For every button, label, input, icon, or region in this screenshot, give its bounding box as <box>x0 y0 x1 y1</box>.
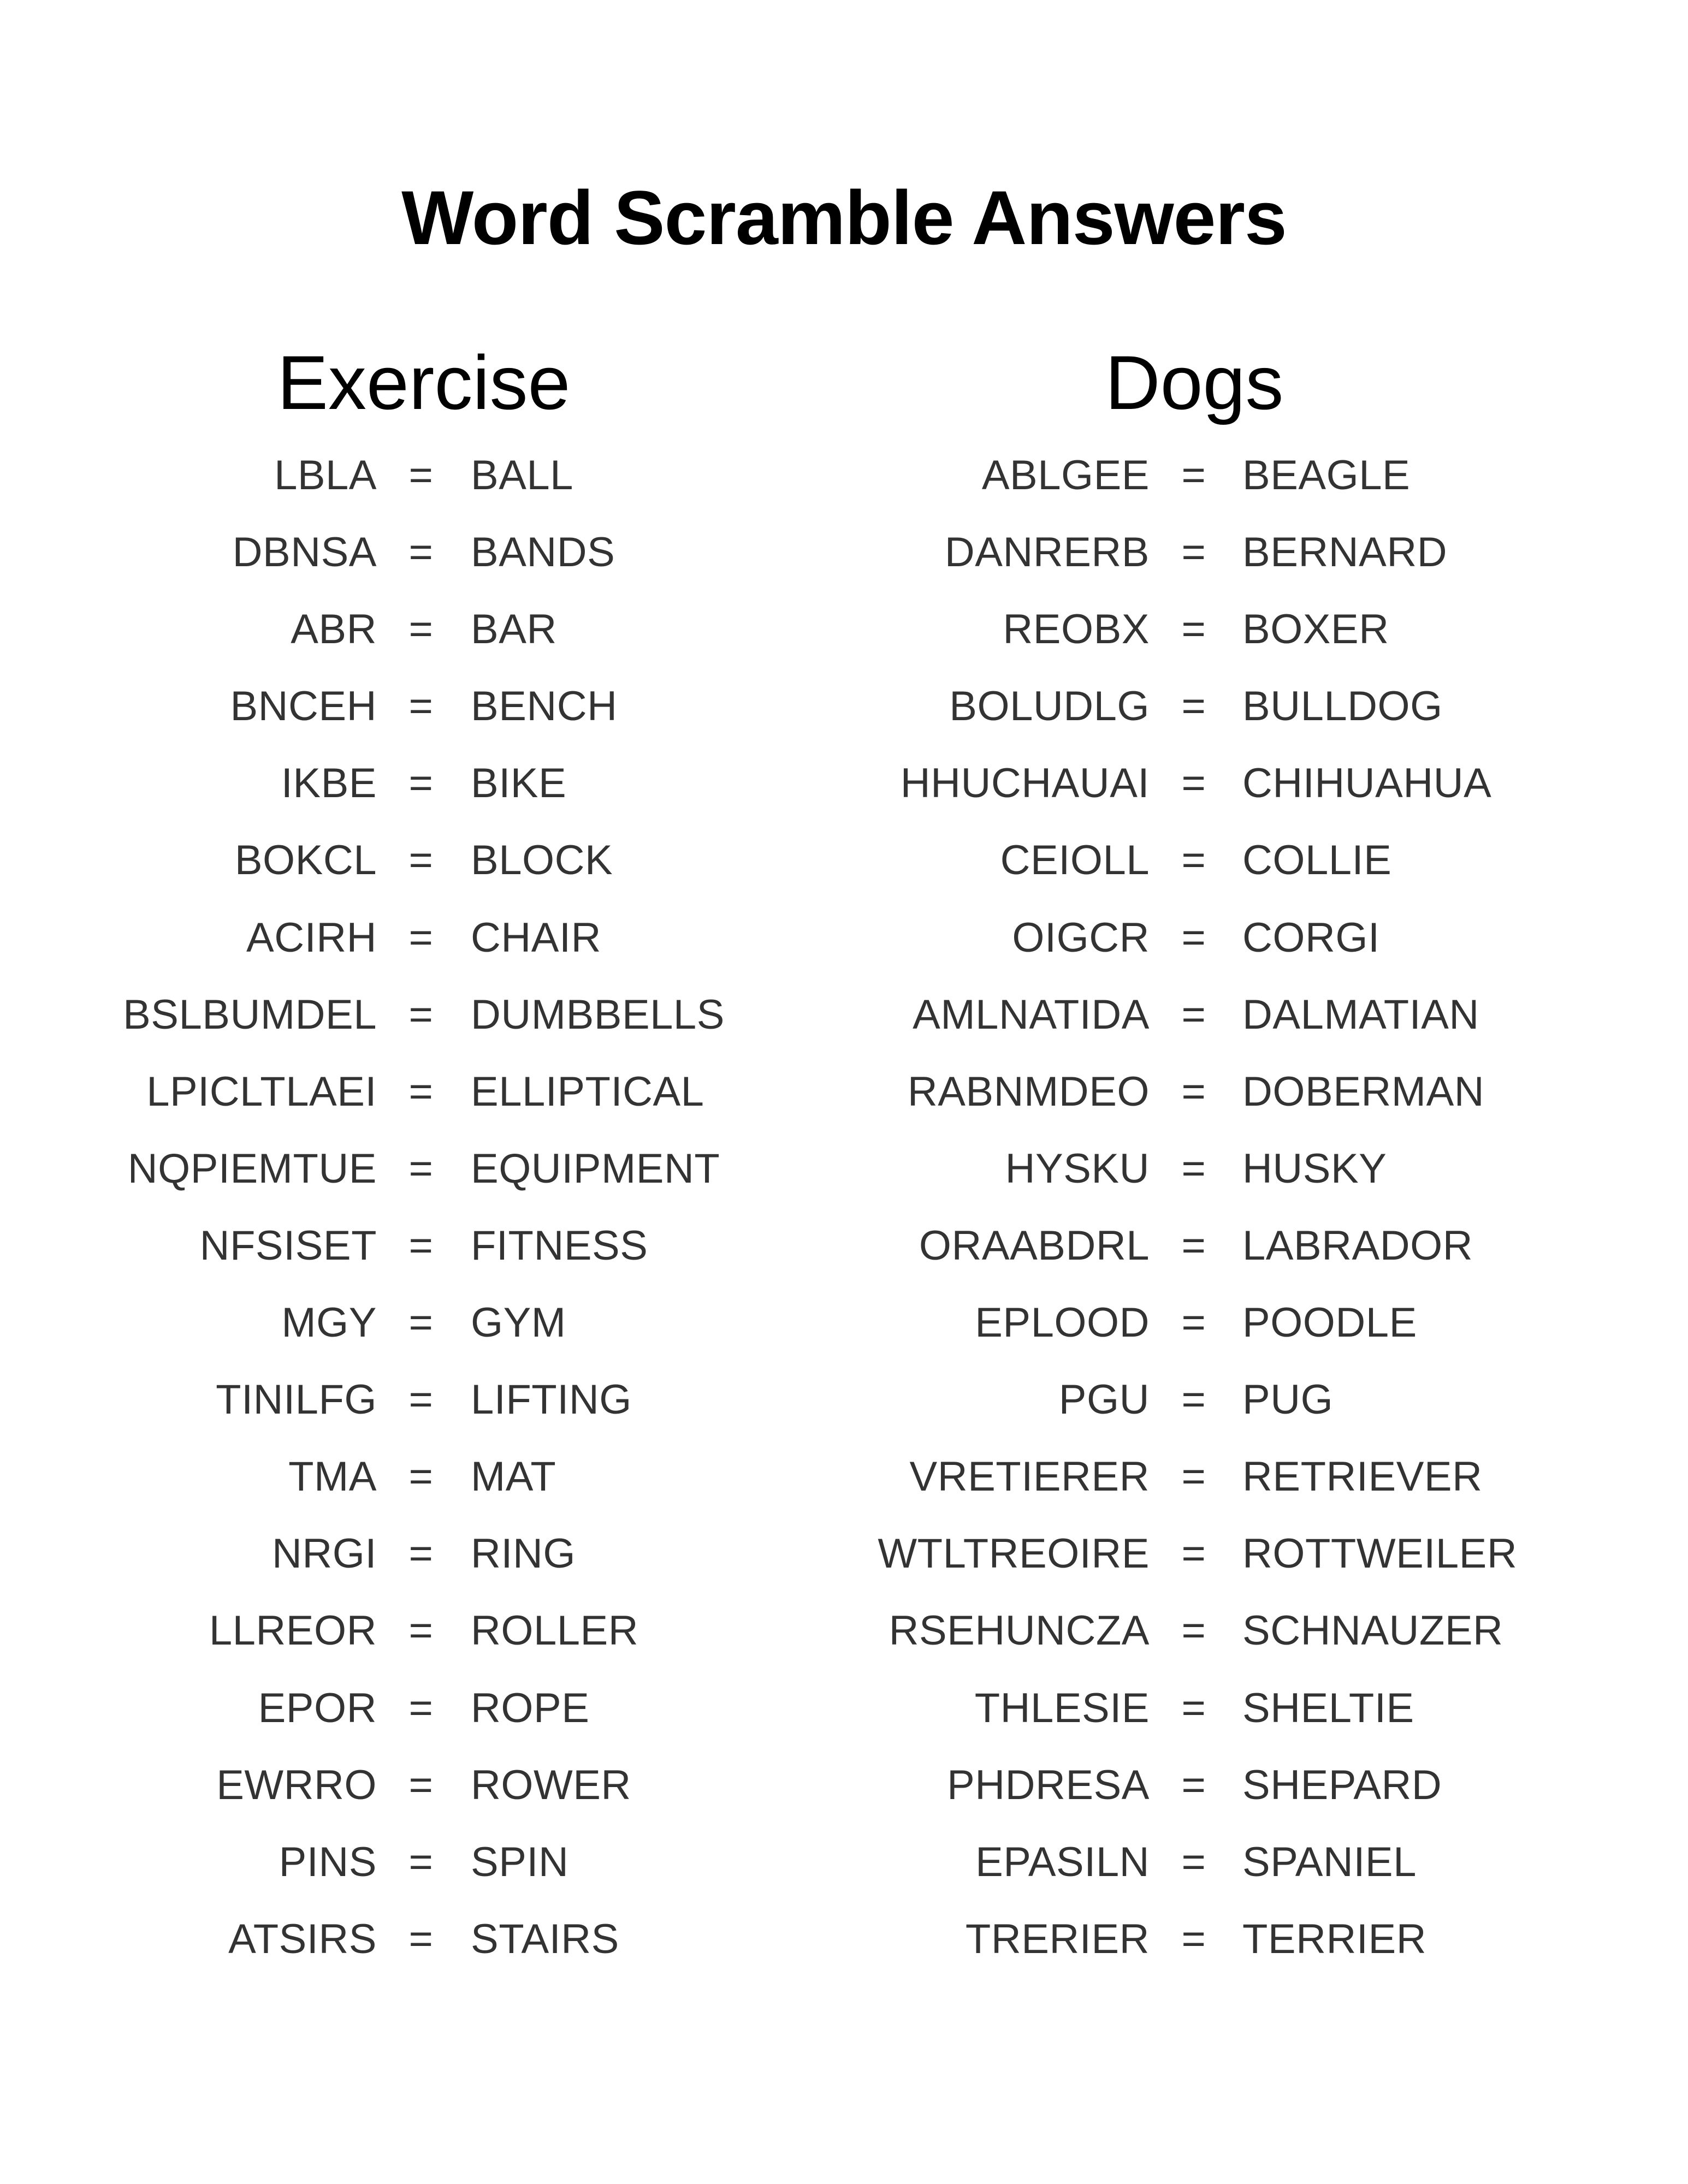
word-list-dogs <box>844 437 1688 1978</box>
answer-word: BALL <box>471 452 573 498</box>
equals-sign: = <box>408 1376 434 1423</box>
word-pair-row <box>844 1438 1688 1515</box>
word-pair-row <box>844 1592 1688 1669</box>
scrambled-word: WTLTREOIRE <box>878 1530 1150 1577</box>
word-pair-row <box>0 437 844 514</box>
word-pair-row <box>844 1747 1688 1824</box>
answer-word: MAT <box>471 1453 556 1500</box>
equals-sign: = <box>1181 1068 1206 1115</box>
word-pair-row <box>0 1515 844 1592</box>
word-pair-row <box>844 1207 1688 1284</box>
equals-sign: = <box>1181 1453 1206 1500</box>
equals-sign: = <box>408 1299 434 1346</box>
answer-word: CHAIR <box>471 914 601 961</box>
answer-word: RETRIEVER <box>1242 1453 1483 1500</box>
equals-sign: = <box>408 1530 434 1577</box>
equals-sign: = <box>408 529 434 576</box>
word-pair-row <box>0 668 844 745</box>
scrambled-word: NQPIEMTUE <box>127 1145 377 1192</box>
equals-sign: = <box>1181 914 1206 961</box>
scrambled-word: NRGI <box>272 1530 377 1577</box>
equals-sign: = <box>408 760 434 807</box>
scrambled-word: IKBE <box>281 760 377 807</box>
scrambled-word: HHUCHAUAI <box>900 760 1150 807</box>
equals-sign: = <box>1181 991 1206 1038</box>
equals-sign: = <box>1181 1915 1206 1962</box>
equals-sign: = <box>1181 760 1206 807</box>
answer-word: DUMBBELLS <box>471 991 725 1038</box>
equals-sign: = <box>408 1068 434 1115</box>
answer-word: ROWER <box>471 1761 631 1808</box>
word-pair-row <box>844 1284 1688 1361</box>
answer-word: LABRADOR <box>1242 1222 1473 1269</box>
word-pair-row <box>844 1053 1688 1130</box>
scrambled-word: LPICLTLAEI <box>146 1068 377 1115</box>
equals-sign: = <box>1181 683 1206 730</box>
scrambled-word: PGU <box>1058 1376 1150 1423</box>
scrambled-word: PHDRESA <box>947 1761 1150 1808</box>
scrambled-word: AMLNATIDA <box>913 991 1150 1038</box>
equals-sign: = <box>1181 1376 1206 1423</box>
equals-sign: = <box>408 1761 434 1808</box>
answer-word: BAR <box>471 606 557 653</box>
answer-word: SHEPARD <box>1242 1761 1442 1808</box>
answer-word: LIFTING <box>471 1376 632 1423</box>
equals-sign: = <box>1181 1607 1206 1654</box>
word-pair-row <box>0 822 844 899</box>
equals-sign: = <box>408 1838 434 1885</box>
scrambled-word: BSLBUMDEL <box>123 991 377 1038</box>
word-pair-row <box>844 591 1688 668</box>
equals-sign: = <box>1181 1761 1206 1808</box>
word-pair-row <box>0 1130 844 1207</box>
scrambled-word: DANRERB <box>944 529 1150 576</box>
scrambled-word: HYSKU <box>1005 1145 1150 1192</box>
equals-sign: = <box>408 1145 434 1192</box>
answer-word: COLLIE <box>1242 837 1392 884</box>
word-pair-row <box>0 1824 844 1901</box>
scrambled-word: RSEHUNCZA <box>889 1607 1150 1654</box>
answer-word: HUSKY <box>1242 1145 1387 1192</box>
word-pair-row <box>0 1207 844 1284</box>
word-pair-row <box>0 1592 844 1669</box>
word-pair-row <box>844 1670 1688 1747</box>
answer-word: BENCH <box>471 683 618 730</box>
equals-sign: = <box>408 1607 434 1654</box>
answer-word: POODLE <box>1242 1299 1417 1346</box>
answer-word: PUG <box>1242 1376 1334 1423</box>
scrambled-word: ORAABDRL <box>919 1222 1150 1269</box>
answer-word: BULLDOG <box>1242 683 1443 730</box>
equals-sign: = <box>1181 452 1206 498</box>
answer-word: RING <box>471 1530 576 1577</box>
equals-sign: = <box>408 914 434 961</box>
word-pair-row <box>844 668 1688 745</box>
scrambled-word: NFSISET <box>199 1222 377 1269</box>
column-heading-dogs: Dogs <box>1105 340 1284 426</box>
word-pair-row <box>0 745 844 822</box>
word-pair-row <box>844 1515 1688 1592</box>
answer-word: BEAGLE <box>1242 452 1411 498</box>
word-pair-row <box>844 1130 1688 1207</box>
answer-word: CHIHUAHUA <box>1242 760 1492 807</box>
equals-sign: = <box>1181 1299 1206 1346</box>
scrambled-word: ABLGEE <box>981 452 1150 498</box>
answer-word: SHELTIE <box>1242 1684 1414 1731</box>
scrambled-word: TMA <box>288 1453 377 1500</box>
answer-word: ELLIPTICAL <box>471 1068 704 1115</box>
scrambled-word: BOKCL <box>234 837 377 884</box>
answer-word: DALMATIAN <box>1242 991 1479 1038</box>
column-heading-exercise: Exercise <box>277 340 571 426</box>
equals-sign: = <box>408 1453 434 1500</box>
scrambled-word: BOLUDLG <box>949 683 1150 730</box>
word-pair-row <box>844 822 1688 899</box>
page-title: Word Scramble Answers <box>401 174 1287 260</box>
equals-sign: = <box>408 1684 434 1731</box>
scrambled-word: TRERIER <box>965 1915 1150 1962</box>
scrambled-word: PINS <box>279 1838 377 1885</box>
answer-word: BERNARD <box>1242 529 1448 576</box>
scrambled-word: OIGCR <box>1012 914 1150 961</box>
answer-word: FITNESS <box>471 1222 648 1269</box>
answer-word: TERRIER <box>1242 1915 1427 1962</box>
answer-word: BOXER <box>1242 606 1389 653</box>
answer-word: DOBERMAN <box>1242 1068 1485 1115</box>
equals-sign: = <box>1181 606 1206 653</box>
answer-word: EQUIPMENT <box>471 1145 720 1192</box>
word-pair-row <box>0 976 844 1053</box>
equals-sign: = <box>408 683 434 730</box>
word-pair-row <box>0 1670 844 1747</box>
word-list-exercise <box>0 437 844 1978</box>
equals-sign: = <box>408 1915 434 1962</box>
word-pair-row <box>844 899 1688 976</box>
equals-sign: = <box>1181 837 1206 884</box>
word-pair-row <box>0 1284 844 1361</box>
scrambled-word: LLREOR <box>209 1607 377 1654</box>
equals-sign: = <box>1181 1222 1206 1269</box>
answer-word: BIKE <box>471 760 567 807</box>
scrambled-word: LBLA <box>274 452 377 498</box>
equals-sign: = <box>408 606 434 653</box>
equals-sign: = <box>1181 1145 1206 1192</box>
equals-sign: = <box>1181 1684 1206 1731</box>
answer-word: STAIRS <box>471 1915 619 1962</box>
scrambled-word: THLESIE <box>974 1684 1150 1731</box>
equals-sign: = <box>1181 1530 1206 1577</box>
scrambled-word: REOBX <box>1003 606 1150 653</box>
scrambled-word: MGY <box>281 1299 377 1346</box>
answer-word: SPANIEL <box>1242 1838 1417 1885</box>
equals-sign: = <box>408 1222 434 1269</box>
word-pair-row <box>0 899 844 976</box>
word-pair-row <box>0 591 844 668</box>
answer-word: SPIN <box>471 1838 569 1885</box>
scrambled-word: EPLOOD <box>975 1299 1150 1346</box>
scrambled-word: EPASILN <box>975 1838 1150 1885</box>
equals-sign: = <box>1181 1838 1206 1885</box>
answer-word: ROPE <box>471 1684 590 1731</box>
scrambled-word: ATSIRS <box>228 1915 377 1962</box>
word-pair-row <box>0 1361 844 1438</box>
equals-sign: = <box>408 452 434 498</box>
word-pair-row <box>0 514 844 591</box>
word-pair-row <box>844 437 1688 514</box>
scrambled-word: TINILFG <box>216 1376 377 1423</box>
scrambled-word: ABR <box>291 606 377 653</box>
equals-sign: = <box>408 991 434 1038</box>
word-pair-row <box>0 1747 844 1824</box>
scrambled-word: EWRRO <box>216 1761 377 1808</box>
scrambled-word: BNCEH <box>230 683 377 730</box>
equals-sign: = <box>1181 529 1206 576</box>
word-pair-row <box>0 1901 844 1978</box>
answer-word: CORGI <box>1242 914 1380 961</box>
scrambled-word: EPOR <box>258 1684 377 1731</box>
scrambled-word: RABNMDEO <box>907 1068 1150 1115</box>
word-pair-row <box>844 976 1688 1053</box>
scrambled-word: CEIOLL <box>1000 837 1150 884</box>
word-pair-row <box>0 1053 844 1130</box>
answer-word: GYM <box>471 1299 566 1346</box>
word-pair-row <box>844 1361 1688 1438</box>
scrambled-word: VRETIERER <box>909 1453 1150 1500</box>
word-pair-row <box>0 1438 844 1515</box>
answer-word: ROTTWEILER <box>1242 1530 1518 1577</box>
word-pair-row <box>844 1901 1688 1978</box>
answer-word: BLOCK <box>471 837 613 884</box>
word-pair-row <box>844 1824 1688 1901</box>
answer-word: ROLLER <box>471 1607 639 1654</box>
scrambled-word: ACIRH <box>246 914 377 961</box>
answer-word: BANDS <box>471 529 615 576</box>
equals-sign: = <box>408 837 434 884</box>
answer-word: SCHNAUZER <box>1242 1607 1503 1654</box>
scrambled-word: DBNSA <box>232 529 377 576</box>
word-pair-row <box>844 745 1688 822</box>
word-pair-row <box>844 514 1688 591</box>
